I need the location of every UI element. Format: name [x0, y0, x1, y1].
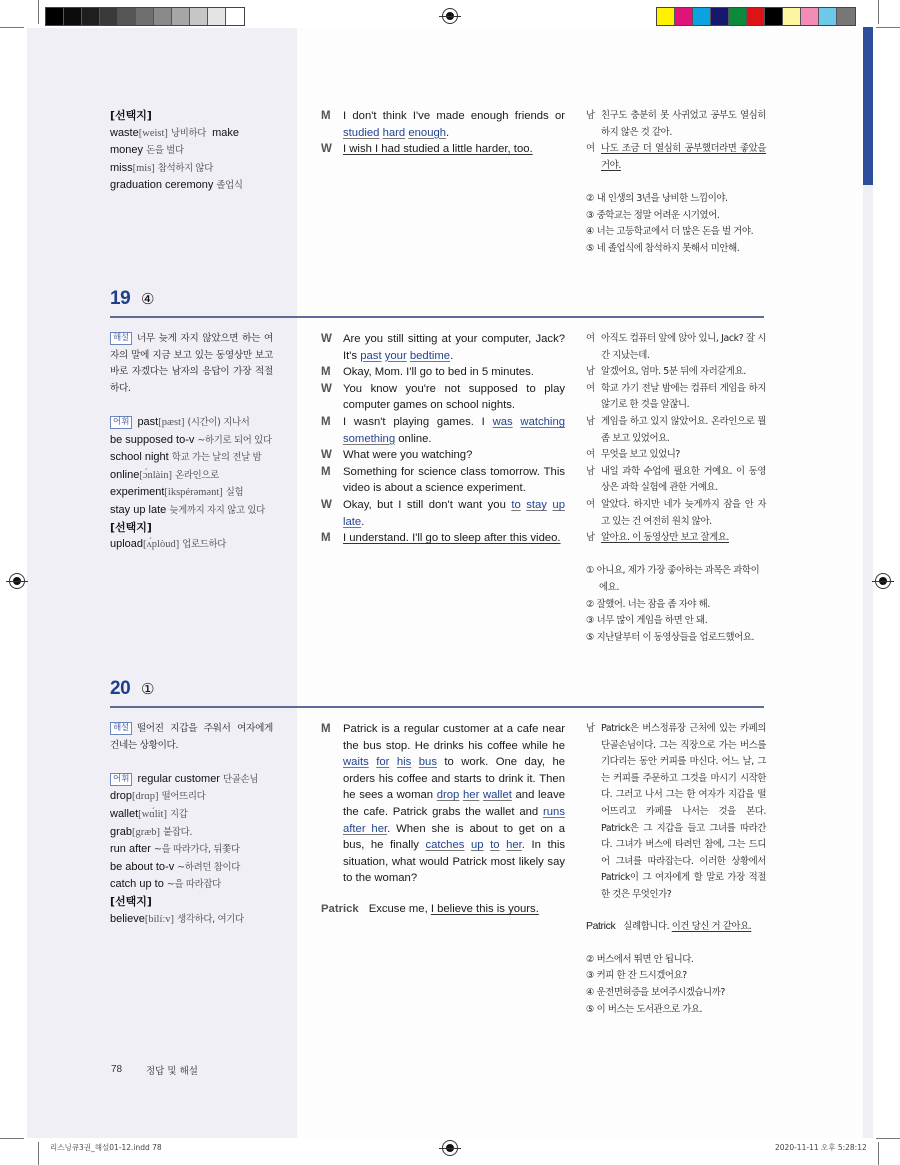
- color-swatch: [136, 8, 154, 25]
- choice-label: [선택지]: [110, 109, 152, 122]
- color-swatch: [46, 8, 64, 25]
- color-swatch: [82, 8, 100, 25]
- section-title: 정답 및 해설: [146, 1066, 198, 1077]
- option-item: ② 잘했어. 너는 잠을 좀 자야 해.: [586, 598, 710, 610]
- answer-mark: ①: [141, 680, 155, 698]
- crop-mark: [878, 0, 879, 24]
- vocab-item: believe[bilíːv] 생각하다, 여기다: [110, 912, 244, 925]
- color-swatch: [801, 8, 819, 25]
- translation-line: 남 게임을 하고 있지 않았어요. 온라인으로 뭘 좀 보고 있었어요.: [586, 415, 766, 444]
- question-number: 20: [110, 678, 131, 699]
- option-item: ③ 중학교는 정말 어려운 시기였어.: [586, 209, 720, 221]
- translation-line: 남 알아요. 이 동영상만 보고 잘게요.: [586, 532, 730, 544]
- dialogue-line: W Okay, but I still don't want you to stay up late.: [321, 498, 565, 528]
- color-swatch: [657, 8, 675, 25]
- crop-mark: [38, 0, 39, 24]
- grayscale-calibration-bar: [45, 7, 245, 26]
- option-item: ③ 커피 한 잔 드시겠어요?: [586, 970, 687, 982]
- color-swatch: [118, 8, 136, 25]
- vocab-item: experiment[ikspérəmənt] 실험: [110, 486, 244, 499]
- color-swatch: [64, 8, 82, 25]
- registration-mark-icon: [442, 8, 458, 24]
- vocab-item: 어휘 regular customer 단골손님: [110, 771, 273, 789]
- section-divider: [110, 706, 764, 708]
- chapter-tab: [863, 27, 873, 185]
- dialogue-line: M Patrick is a regular customer at a cafe near the bus stop. He drinks his coffee while he waits for his bus to work. One day, he orders his coffee and starts to drink it. Then he sees a woman drop her wallet and leave the cafe. Patrick grabs the wallet and runs after her. When she is about to get on a bus, he finally catches up to her. In this situation, what would Patrick most likely say to the woman?: [321, 723, 566, 885]
- q20-translation: [586, 721, 766, 1018]
- dialogue-line: W I wish I had studied a little harder, too.: [321, 143, 533, 156]
- dialogue-line: M Okay, Mom. I'll go to bed in 5 minutes.: [321, 366, 534, 379]
- dialogue-line: M I understand. I'll go to sleep after this video.: [321, 532, 561, 545]
- answer-line: Patrick Excuse me, I believe this is yours.: [321, 902, 539, 915]
- vocab-item: school night 학교 가는 날의 전날 밤: [110, 451, 262, 464]
- color-swatch: [693, 8, 711, 25]
- vocab-item: catch up to ~을 따라잡다: [110, 878, 221, 891]
- vocab-item: be about to-v ~하려던 참이다: [110, 860, 241, 873]
- registration-mark-icon: [875, 573, 891, 589]
- dialogue-line: W What were you watching?: [321, 449, 473, 462]
- explanation-tag: 해설: [110, 722, 132, 735]
- vocab-item: upload[ʌ́plòud] 업로드하다: [110, 538, 227, 551]
- vocab-item: run after ~을 따라가다, 뒤쫓다: [110, 843, 240, 856]
- q20-notes: [110, 721, 273, 928]
- color-swatch: [190, 8, 208, 25]
- vocab-item: drop[drɑp] 떨어뜨리다: [110, 790, 206, 803]
- crop-mark: [0, 27, 24, 28]
- dialogue-line: W You know you're not supposed to play computer games on school nights.: [321, 382, 565, 412]
- color-calibration-bar: [656, 7, 856, 26]
- vocab-tag: 어휘: [110, 773, 132, 786]
- q18-translation: [586, 108, 766, 257]
- q19-translation: [586, 331, 766, 646]
- translation-line: 남 알겠어요, 엄마. 5분 뒤에 자러갈게요.: [586, 366, 746, 378]
- color-swatch: [675, 8, 693, 25]
- color-swatch: [729, 8, 747, 25]
- translation-line: 여 무엇을 보고 있었니?: [586, 449, 680, 461]
- color-swatch: [837, 8, 855, 25]
- dialogue-line: M I don't think I've made enough friends or studied hard enough.: [321, 110, 565, 139]
- q19-dialogue: [321, 331, 565, 547]
- q19-notes: [110, 331, 273, 554]
- translation-line: 남 친구도 충분히 못 사귀었고 공부도 열심히 하지 않은 것 같아.: [586, 110, 766, 138]
- option-item: ④ 운전면허증을 보여주시겠습니까?: [586, 986, 725, 998]
- crop-mark: [876, 1138, 900, 1139]
- translation-line: 여 알았다. 하지만 네가 늦게까지 잠을 안 자고 있는 건 여전히 원치 않아.: [586, 498, 766, 527]
- translation-line: 여 학교 가기 전날 밤에는 컴퓨터 게임을 하지 않기로 한 것을 알잖니.: [586, 382, 766, 411]
- right-margin-strip: [863, 185, 873, 1138]
- crop-mark: [38, 1142, 39, 1165]
- option-item: ② 내 인생의 3년을 낭비한 느낌이야.: [586, 192, 728, 204]
- color-swatch: [783, 8, 801, 25]
- answer-line: Patrick 실례합니다. 이건 당신 거 같아요.: [586, 919, 752, 932]
- vocab-item: stay up late 늦게까지 자지 않고 있다: [110, 503, 265, 516]
- color-swatch: [208, 8, 226, 25]
- color-swatch: [154, 8, 172, 25]
- explanation: 해설 너무 늦게 자지 않았으면 하는 여자의 말에 지금 보고 있는 동영상만 보고 바로 자겠다는 남자의 응답이 가장 적절하다.: [110, 333, 273, 394]
- vocab-item: miss[mis] 참석하지 않다: [110, 161, 214, 174]
- vocab-item: graduation ceremony 졸업식: [110, 179, 243, 192]
- color-swatch: [819, 8, 837, 25]
- choice-label: [선택지]: [110, 894, 152, 908]
- vocab-item: waste[weist] 낭비하다 make: [110, 126, 240, 139]
- q18-dialogue: [321, 108, 565, 158]
- vocab-tag: 어휘: [110, 416, 132, 429]
- color-swatch: [226, 8, 244, 25]
- page-number: 78: [111, 1064, 123, 1075]
- option-item: ① 아니요, 제가 가장 좋아하는 과목은 과학이에요.: [586, 565, 760, 593]
- dialogue-line: M I wasn't playing games. I was watching something online.: [321, 415, 566, 445]
- color-swatch: [172, 8, 190, 25]
- slug-filename: 리스닝큐3권_해설01-12.indd 78: [50, 1143, 162, 1152]
- color-swatch: [747, 8, 765, 25]
- choice-label: [선택지]: [110, 520, 152, 534]
- crop-mark: [878, 1142, 879, 1165]
- color-swatch: [711, 8, 729, 25]
- vocab-item: money 돈을 벌다: [110, 144, 184, 157]
- section-divider: [110, 316, 764, 318]
- color-swatch: [100, 8, 118, 25]
- explanation-tag: 해설: [110, 332, 132, 345]
- translation-line: 여 나도 조금 더 열심히 공부했더라면 좋았을 거야.: [586, 143, 766, 171]
- q20-dialogue: [321, 721, 565, 918]
- vocab-item: online[ɔ́nlàin] 온라인으로: [110, 468, 219, 481]
- registration-mark-icon: [9, 573, 25, 589]
- answer-mark: ④: [141, 290, 155, 308]
- vocab-item: wallet[wɑ́lit] 지갑: [110, 807, 188, 820]
- option-item: ⑤ 네 졸업식에 참석하지 못해서 미안해.: [586, 242, 740, 254]
- option-item: ② 버스에서 뛰면 안 됩니다.: [586, 953, 694, 965]
- dialogue-line: W Are you still sitting at your computer, Jack? It's past your bedtime.: [321, 333, 565, 362]
- vocab-item: grab[græb] 붙잡다.: [110, 825, 193, 838]
- dialogue-line: M Something for science class tomorrow. This video is about a science experiment.: [321, 465, 565, 495]
- option-item: ⑤ 이 버스는 도서관으로 가요.: [586, 1003, 703, 1015]
- translation-line: 남 Patrick은 버스정류장 근처에 있는 카페의 단골손님이다. 그는 직장으로 가는 버스를 기다리는 동안 커피를 마신다. 어느 날, 그는 커피를 주문하고 그것을 마시기 시작한다. 그러고 나서 그는 한 여자가 지갑을 떨어뜨리고 카페를 나서는 것을 본다. Patrick은 그 지갑을 들고 그녀를 따라간다. 그녀가 버스에 타려던 참에, 그는 드디어 그녀를 따라잡는다. 이러한 상황에서 Patrick이 그 여자에게 할 말로 가장 적절한 것은 무엇인가?: [586, 723, 766, 900]
- translation-line: 남 내일 과학 수업에 필요한 거예요. 이 동영상은 과학 실험에 관한 거예요.: [586, 465, 766, 494]
- question-number: 19: [110, 288, 131, 309]
- vocab-item: 어휘 past[pæst] (시간이) 지나서: [110, 414, 273, 432]
- q18-choice-vocab: [110, 108, 285, 195]
- vocab-item: be supposed to-v ~하기로 되어 있다: [110, 433, 272, 446]
- explanation: 해설 떨어진 지갑을 주워서 여자에게 건네는 상황이다.: [110, 723, 273, 751]
- color-swatch: [765, 8, 783, 25]
- registration-mark-icon: [442, 1140, 458, 1156]
- option-item: ③ 너무 많이 게임을 하면 안 돼.: [586, 615, 708, 627]
- option-item: ④ 너는 고등학교에서 더 많은 돈을 벌 거야.: [586, 226, 754, 238]
- crop-mark: [876, 27, 900, 28]
- translation-line: 여 아직도 컴퓨터 앞에 앉아 있니, Jack? 잘 시간 지났는데.: [586, 333, 766, 361]
- crop-mark: [0, 1138, 24, 1139]
- slug-timestamp: 2020-11-11 오후 5:28:12: [775, 1143, 867, 1152]
- option-item: ⑤ 지난달부터 이 동영상들을 업로드했어요.: [586, 631, 755, 643]
